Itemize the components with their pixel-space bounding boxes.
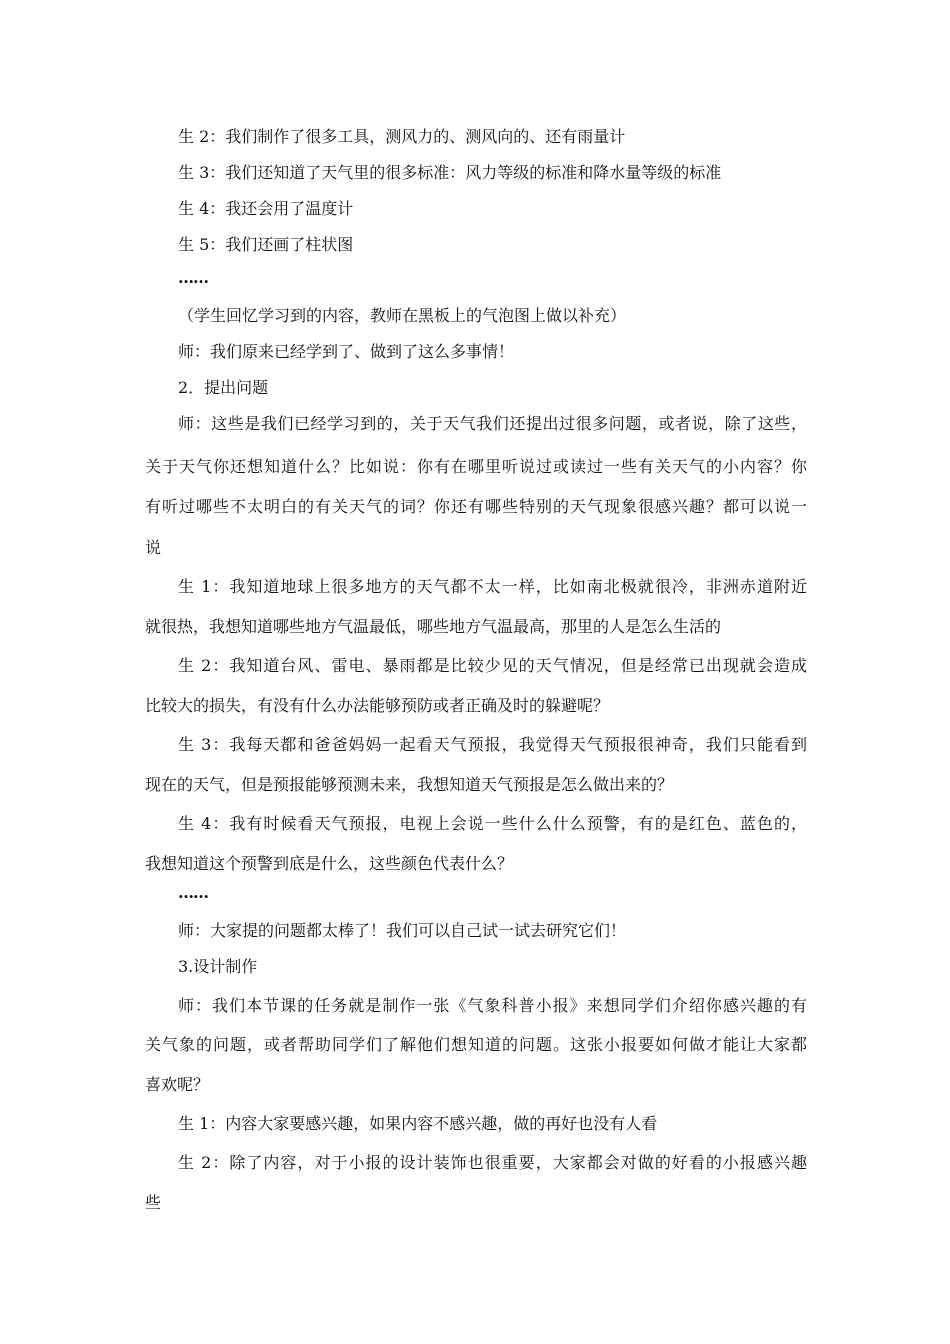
paragraph-line: 喜欢呢？ <box>145 1075 210 1094</box>
paragraph-line: 生 2：除了内容，对于小报的设计装饰也很重要，大家都会对做的好看的小报感兴趣 <box>178 1153 807 1172</box>
text-line: 生 4：我还会用了温度计 <box>178 199 354 218</box>
paragraph-line: 师：我们本节课的任务就是制作一张《气象科普小报》来想同学们介绍你感兴趣的有 <box>178 996 807 1015</box>
paragraph-line: 有听过哪些不太明白的有关天气的词？你还有哪些特别的天气现象很感兴趣？都可以说一 <box>145 497 807 516</box>
ellipsis-line: …… <box>178 883 208 902</box>
paragraph-line: 现在的天气，但是预报能够预测未来，我想知道天气预报是怎么做出来的？ <box>145 775 674 794</box>
paragraph-line: 关于天气你还想知道什么？比如说：你有在哪里听说过或读过一些有关天气的小内容？你 <box>145 457 807 476</box>
paragraph-line: 我想知道这个预警到底是什么，这些颜色代表什么？ <box>145 854 514 873</box>
section-heading: 3.设计制作 <box>178 957 258 976</box>
paragraph-line: 生 1：我知道地球上很多地方的天气都不太一样，比如南北极就很冷，非洲赤道附近 <box>178 577 807 596</box>
paragraph-line: 比较大的损失，有没有什么办法能够预防或者正确及时的躲避呢？ <box>145 696 610 715</box>
text-line: 生 3：我们还知道了天气里的很多标准：风力等级的标准和降水量等级的标准 <box>178 163 722 182</box>
paragraph-line: 关气象的问题，或者帮助同学们了解他们想知道的问题。这张小报要如何做才能让大家都 <box>145 1035 807 1054</box>
text-line: 生 5：我们还画了柱状图 <box>178 235 354 254</box>
text-line: 师：大家提的问题都太棒了！我们可以自己试一试去研究它们！ <box>178 921 627 940</box>
paragraph-line: 生 3：我每天都和爸爸妈妈一起看天气预报，我觉得天气预报很神奇，我们只能看到 <box>178 735 807 754</box>
paragraph-line: 说 <box>145 538 162 557</box>
paragraph-line: 生 2：我知道台风、雷电、暴雨都是比较少见的天气情况，但是经常已出现就会造成 <box>178 656 807 675</box>
paragraph-line: 就很热，我想知道哪些地方气温最低，哪些地方气温最高，那里的人是怎么生活的 <box>145 617 722 636</box>
text-line: （学生回忆学习到的内容，教师在黑板上的气泡图上做以补充） <box>178 306 627 325</box>
paragraph-line: 生 4：我有时候看天气预报，电视上会说一些什么什么预警，有的是红色、蓝色的， <box>178 814 807 833</box>
text-line: 生 1：内容大家要感兴趣，如果内容不感兴趣，做的再好也没有人看 <box>178 1114 658 1133</box>
text-line: 生 2：我们制作了很多工具，测风力的、测风向的、还有雨量计 <box>178 127 626 146</box>
section-heading: 2．提出问题 <box>178 378 269 397</box>
paragraph-line: 师：这些是我们已经学习到的，关于天气我们还提出过很多问题，或者说，除了这些， <box>178 414 807 433</box>
paragraph-line: 些 <box>145 1193 162 1212</box>
text-line: 师：我们原来已经学到了、做到了这么多事情！ <box>178 342 515 361</box>
ellipsis-line: …… <box>178 268 208 287</box>
